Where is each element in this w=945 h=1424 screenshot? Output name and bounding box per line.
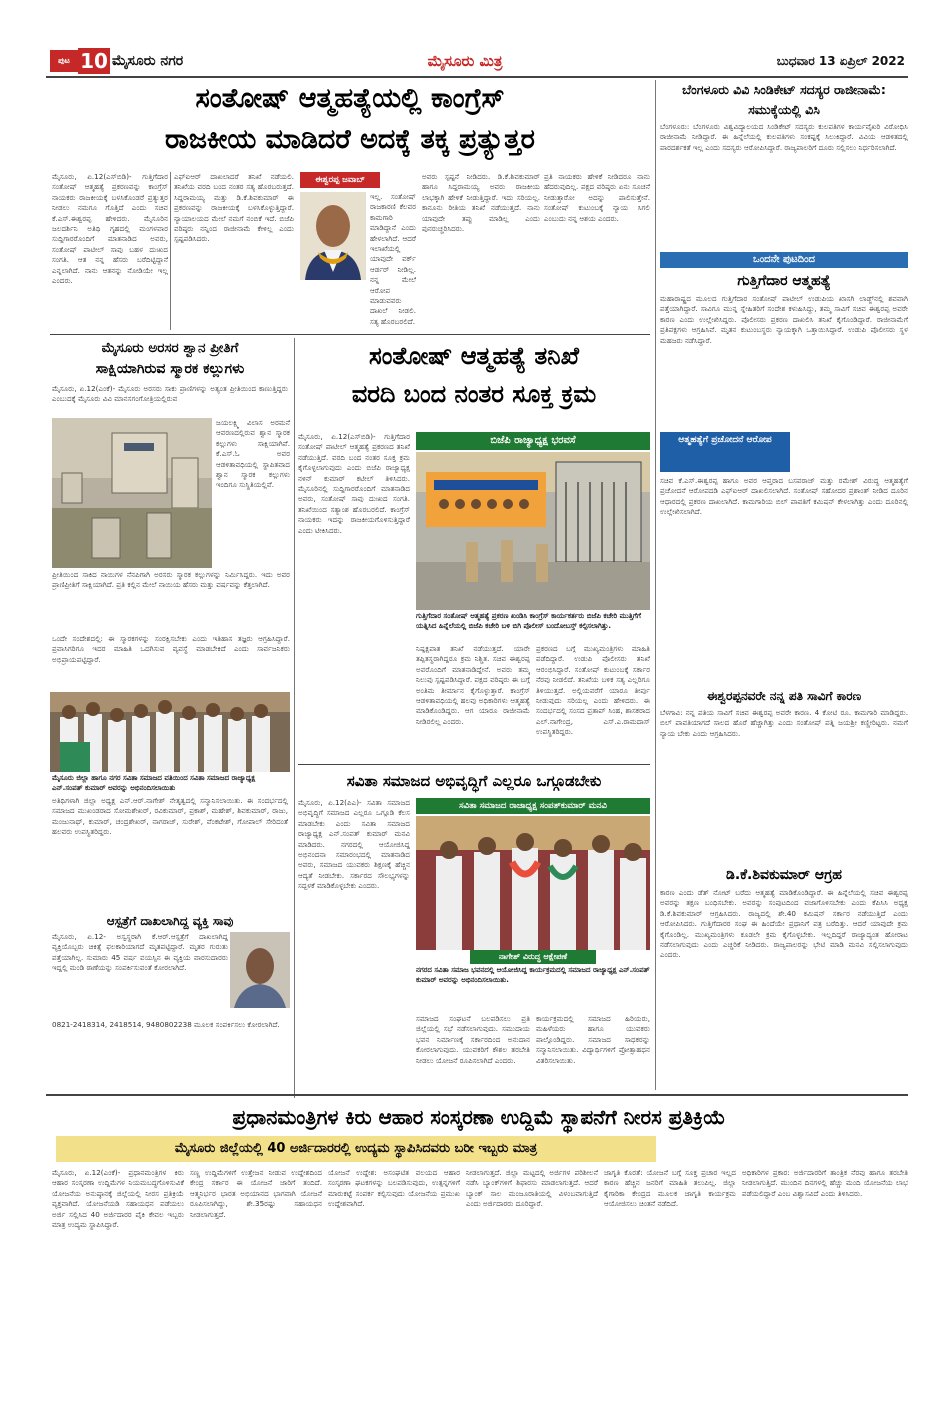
savita-group-photo-small <box>50 692 290 772</box>
contractor-suicide-body: ಮಹಾರಾಷ್ಟ್ರದ ಮೂಲದ ಗುತ್ತಿಗೆದಾರ ಸಂತೋಷ್ ಪಾಟೀಲ್ ಉಡುಪಿಯ ಖಾಸಗಿ ಲಾಡ್ಜ್‌ನಲ್ಲಿ ಶವವಾಗಿ ಪತ್ತೆಯಾಗಿದ್ದಾರೆ. ಸಾವಿಗೂ ಮುನ್ನ ಸ್ನೇಹಿತರಿಗೆ ಸಂದೇಶ ಕಳುಹಿಸಿದ್ದು, ತಮ್ಮ ಸಾವಿಗೆ ಸಚಿವ ಈಶ್ವರಪ್ಪ ಅವರೇ ಕಾರಣ ಎಂದು ಉಲ್ಲೇಖಿಸಿದ್ದರು. ಪೊಲೀಸರು ಪ್ರಕರಣ ದಾಖಲಿಸಿ ತನಿಖೆ ಕೈಗೊಂಡಿದ್ದಾರೆ. ರಾಜೀನಾಮೆಗೆ ಪ್ರತಿಪಕ್ಷಗಳು ಆಗ್ರಹಿಸಿವೆ. ಮೃತನ ಕುಟುಂಬಸ್ಥರು ನ್ಯಾಯಕ್ಕಾಗಿ ಒತ್ತಾಯಿಸಿದ್ದಾರೆ. ಉಡುಪಿ ಪೊಲೀಸರು ಸ್ಥಳ ಮಹಜರು ನಡೆಸಿದ್ದಾರೆ. <box>660 294 908 345</box>
bottom-col-2: ಸಣ್ಣ ಉದ್ದಿಮೆಗಳಿಗೆ ಉತ್ತೇಜನ ನೀಡುವ ಉದ್ದೇಶದಿಂದ ಕೇಂದ್ರ ಸರ್ಕಾರ ಈ ಯೋಜನೆ ಜಾರಿಗೆ ತಂದಿದೆ. ಆತ್ಮನಿರ್ಭರ ಭಾರತ ಅಭಿಯಾನದ ಭಾಗವಾಗಿ ಯೋಜನೆ ರೂಪಿಸಲಾಗಿದ್ದು, ಶೇ.35ರಷ್ಟು ಸಹಾಯಧನ ನೀಡಲಾಗುತ್ತದೆ. <box>190 1168 322 1219</box>
monuments-side: ಜಯಲಕ್ಷ್ಮಿ ವಿಲಾಸ ಅರಮನೆ ಆವರಣದಲ್ಲಿರುವ ಶ್ವಾನ ಸ್ಮಾರಕ ಕಲ್ಲುಗಳು ಸಾಕ್ಷಿಯಾಗಿವೆ. ಕೆ.ಎಸ್.ಓ ಅವರ ಆಡಳಿತಾವಧಿಯಲ್ಲಿ ಸ್ಥಾಪಿತವಾದ ಶ್ವಾನ ಸ್ಮಾರಕ ಕಲ್ಲುಗಳು ಇಂದಿಗೂ ಸುಸ್ಥಿತಿಯಲ್ಲಿವೆ. <box>216 418 290 490</box>
main-col-4: ಅವರು ಸ್ಪಷ್ಟನೆ ನೀಡಿದರು. ಡಿ.ಕೆ.ಶಿವಕುಮಾರ್ ಹಾಗೂ ಸಿದ್ದರಾಮಯ್ಯ ಅವರು ರಾಜಕೀಯ ಲಾಭಕ್ಕಾಗಿ ಹೇಳಿಕೆ ನೀಡುತ್ತಿದ್ದಾರೆ. ಇದು ಸರಿಯಲ್ಲ. ಕಾನೂನು ರೀತಿಯ ತನಿಖೆ ನಡೆಯುತ್ತದೆ. ನಾನು ಯಾವುದೇ ತಪ್ಪು ಮಾಡಿಲ್ಲ ಎಂದು ಪುನರುಚ್ಚರಿಸಿದರು. <box>422 172 540 234</box>
bottom-col-4: ನೀಡಲಾಗುತ್ತದೆ. ಜಿಲ್ಲಾ ಮಟ್ಟದಲ್ಲಿ ಅರ್ಜಿಗಳ ಪರಿಶೀಲನೆ ನಡೆಸಿ ಬ್ಯಾಂಕ್‌ಗಳಿಗೆ ಶಿಫಾರಸು ಮಾಡಲಾಗುತ್ತದೆ. ಆದರೆ ಬ್ಯಾಂಕ್ ಸಾಲ ಮಂಜೂರಾತಿಯಲ್ಲಿ ವಿಳಂಬವಾಗುತ್ತಿದೆ ಎಂದು ಅರ್ಜಿದಾರರು ದೂರಿದ್ದಾರೆ. <box>466 1168 598 1209</box>
probe-badge: ಬಿಜೆಪಿ ರಾಜ್ಯಾಧ್ಯಕ್ಷ ಭರವಸೆ <box>416 432 650 450</box>
savita-small-caption: ಮೈಸೂರು ಜಿಲ್ಲಾ ಹಾಗೂ ನಗರ ಸವಿತಾ ಸಮಾಜದ ವತಿಯಿಂದ ಸವಿತಾ ಸಮಾಜದ ರಾಜ್ಯಾಧ್ಯಕ್ಷ ಎನ್.ಸಂಪತ್ ಕುಮಾರ್ ಅವರನ್ನು ಅಭಿನಂದಿಸಲಾಯಿತು <box>52 774 256 792</box>
person-image <box>230 932 290 1008</box>
bottom-subhead: ಮೈಸೂರು ಜಿಲ್ಲೆಯಲ್ಲಿ 40 ಅರ್ಜಿದಾರರಲ್ಲಿ ಉದ್ಯಮ ಸ್ಥಾಪಿಸಿದವರು ಬರೀ ಇಬ್ಬರು ಮಾತ್ರ <box>56 1136 656 1162</box>
main-col-1: ಮೈಸೂರು, ಏ.12(ಎಸ್‌ಬಿಡಿ)- ಗುತ್ತಿಗೆದಾರ ಸಂತೋಷ್ ಆತ್ಮಹತ್ಯೆ ಪ್ರಕರಣವನ್ನು ಕಾಂಗ್ರೆಸ್ ನಾಯಕರು ರಾಜಕೀಯಕ್ಕೆ ಬಳಸಿಕೊಂಡರೆ ಪ್ರತ್ಯುತ್ತರ ನೀಡಲು ನಮಗೂ ಗೊತ್ತಿದೆ ಎಂದು ಸಚಿವ ಕೆ.ಎಸ್.ಈಶ್ವರಪ್ಪ ಹೇಳಿದರು. ಮೈಸೂರಿನ ಜಲದರ್ಶಿನಿ ಅತಿಥಿ ಗೃಹದಲ್ಲಿ ಮಂಗಳವಾರ ಸುದ್ದಿಗಾರರೊಂದಿಗೆ ಮಾತನಾಡಿದ ಅವರು, ಸಂತೋಷ್ ಪಾಟೀಲ್ ಸಾವು ಬಹಳ ದುಃಖದ ಸಂಗತಿ. ಆತ ನನ್ನ ಹೆಸರು ಬರೆದಿಟ್ಟಿದ್ದಾನೆ ಎನ್ನಲಾಗಿದೆ. ನಾನು ಆತನನ್ನು ನೋಡಿಯೇ ಇಲ್ಲ ಎಂದರು. <box>52 172 168 286</box>
group-image <box>50 692 290 772</box>
monuments-body: ಪ್ರೀತಿಯಿಂದ ಸಾಕಿದ ನಾಯಿಗಳ ನೆನಪಿಗಾಗಿ ಅರಸರು ಸ್ಮಾರಕ ಕಲ್ಲುಗಳನ್ನು ನಿರ್ಮಿಸಿದ್ದರು. ಇದು ಅವರ ಪ್ರಾಣಿಪ್ರೀತಿಗೆ ಸಾಕ್ಷಿಯಾಗಿದೆ. ಪ್ರತಿ ಕಲ್ಲಿನ ಮೇಲೆ ನಾಯಿಯ ಹೆಸರು ಮತ್ತು ವರ್ಷವನ್ನು ಕೆತ್ತಲಾಗಿದೆ. <box>52 570 290 590</box>
col-divider <box>170 172 171 330</box>
hospital-body: ಮೈಸೂರು, ಏ.12- ಅಸ್ವಸ್ಥರಾಗಿ ಕೆ.ಆರ್.ಆಸ್ಪತ್ರೆಗೆ ದಾಖಲಾಗಿದ್ದ ವ್ಯಕ್ತಿಯೊಬ್ಬರು ಚಿಕಿತ್ಸೆ ಫಲಕಾರಿಯಾಗದೆ ಮೃತಪಟ್ಟಿದ್ದಾರೆ. ಮೃತರ ಗುರುತು ಪತ್ತೆಯಾಗಿಲ್ಲ. ಸುಮಾರು 45 ವರ್ಷ ವಯಸ್ಸಿನ ಈ ವ್ಯಕ್ತಿಯ ವಾರಸುದಾರರು ಇದ್ದಲ್ಲಿ ಮಂಡಿ ಠಾಣೆಯನ್ನು ಸಂಪರ್ಕಿಸುವಂತೆ ಕೋರಲಾಗಿದೆ. <box>52 932 228 973</box>
incitement-body: ಸಚಿವ ಕೆ.ಎಸ್.ಈಶ್ವರಪ್ಪ ಹಾಗೂ ಅವರ ಆಪ್ತರಾದ ಬಸವರಾಜ್ ಮತ್ತು ರಮೇಶ್ ವಿರುದ್ಧ ಆತ್ಮಹತ್ಯೆಗೆ ಪ್ರಚೋದನೆ ಆರೋಪದಡಿ ಎಫ್‌ಐಆರ್ ದಾಖಲಿಸಲಾಗಿದೆ. ಸಂತೋಷ್ ಸಹೋದರ ಪ್ರಶಾಂತ್ ನೀಡಿದ ದೂರಿನ ಆಧಾರದಲ್ಲಿ ಪ್ರಕರಣ ದಾಖಲಾಗಿದೆ. ಕಾಮಗಾರಿಯ ಬಿಲ್ ಪಾವತಿಗೆ ಕಮಿಷನ್ ಕೇಳಲಾಗಿತ್ತು ಎಂದು ದೂರಿನಲ್ಲಿ ಉಲ್ಲೇಖಿಸಲಾಗಿದೆ. <box>660 476 908 517</box>
main-col-3: ಇಲ್ಲ. ಸಂತೋಷ್ ರಾಜಕಾರಣಿ ಕೆಲವರ ಕಾಮಗಾರಿ ಮಾಡಿದ್ದಾನೆ ಎಂದು ಹೇಳಲಾಗಿದೆ. ಆದರೆ ಇಲಾಖೆಯಲ್ಲಿ ಯಾವುದೇ ವರ್ಕ್ ಆರ್ಡರ್ ನೀಡಿಲ್ಲ. ನನ್ನ ಮೇಲೆ ಆರೋಪ ಮಾಡುವವರು ದಾಖಲೆ ನೀಡಲಿ. ಸತ್ಯ ಹೊರಬರಲಿದೆ. <box>370 192 416 326</box>
monument-stones-photo <box>52 418 212 568</box>
contractor-suicide-subhead: ಗುತ್ತಿಗೆದಾರ ಆತ್ಮಹತ್ಯೆ <box>737 273 831 289</box>
main-col-5: ಪ್ರತಿ ನಾಯಕರು ಹೇಳಿಕೆ ನೀಡಿದರೂ ನಾನು ಹೆದರುವುದಿಲ್ಲ. ಪಕ್ಷದ ವರಿಷ್ಠರು ಏನು ಸೂಚನೆ ನೀಡುತ್ತಾರೋ ಅದನ್ನು ಪಾಲಿಸುತ್ತೇನೆ. ಸಂತೋಷ್ ಕುಟುಂಬಕ್ಕೆ ನ್ಯಾಯ ಸಿಗಲಿ ಎಂಬುದು ನನ್ನ ಆಶಯ ಎಂದರು. <box>544 172 650 223</box>
bjp-office-image <box>416 452 650 610</box>
probe-headline-line2: ವರದಿ ಬಂದ ನಂತರ ಸೂಕ್ತ ಕ್ರಮ <box>351 380 597 408</box>
issue-date: ಬುಧವಾರ 13 ಏಪ್ರಿಲ್ 2022 <box>776 54 905 68</box>
masthead-rule <box>46 76 908 78</box>
brand-logo: ಮೈಸೂರು ಮಿತ್ರ <box>427 52 503 70</box>
jawab-badge: ಈಶ್ವರಪ್ಪ ಜವಾಬ್ <box>300 172 380 188</box>
monuments-sub-para: ಒಂದೇ ಸಂದೇಶದಲ್ಲಿ: ಈ ಸ್ಮಾರಕಗಳನ್ನು ಸಂರಕ್ಷಿಸಬೇಕು ಎಂದು ಇತಿಹಾಸ ತಜ್ಞರು ಆಗ್ರಹಿಸಿದ್ದಾರೆ. ಪ್ರವಾಸಿಗರಿಗೂ ಇದರ ಮಾಹಿತಿ ಒದಗಿಸುವ ವ್ಯವಸ್ಥೆ ಮಾಡಬೇಕಿದೆ ಎಂದು ಸಾರ್ವಜನಿಕರು ಅಭಿಪ್ರಾಯಪಟ್ಟಿದ್ದಾರೆ. <box>52 634 290 664</box>
savita-ceremony-photo <box>416 816 650 950</box>
monuments-headline-line1: ಮೈಸೂರು ಅರಸರ ಶ್ವಾನ ಪ್ರೀತಿಗೆ <box>101 340 239 356</box>
wife-blame-body: ಬೆಳಗಾವಿ: ನನ್ನ ಪತಿಯ ಸಾವಿಗೆ ಸಚಿವ ಈಶ್ವರಪ್ಪ ಅವರೇ ಕಾರಣ. 4 ಕೋಟಿ ರೂ. ಕಾಮಗಾರಿ ಮಾಡಿದ್ದರು. ಬಿಲ್ ಪಾವತಿಯಾಗದೆ ಸಾಲದ ಹೊರೆ ಹೆಚ್ಚಾಗಿತ್ತು ಎಂದು ಸಂತೋಷ್ ಪತ್ನಿ ಜಯಶ್ರೀ ಕಣ್ಣೀರಿಟ್ಟರು. ನಮಗೆ ನ್ಯಾಯ ಬೇಕು ಎಂದು ಆಗ್ರಹಿಸಿದರು. <box>660 708 908 738</box>
savita-photo-caption: ನಗರದ ಸವಿತಾ ಸಮಾಜ ಭವನದಲ್ಲಿ ಆಯೋಜಿಸಿದ್ದ ಕಾರ್ಯಕ್ರಮದಲ್ಲಿ ಸಮಾಜದ ರಾಜ್ಯಾಧ್ಯಕ್ಷ ಎನ್.ಸಂಪತ್ ಕುಮಾರ್ ಅವರನ್ನು ಅಭಿನಂದಿಸಲಾಯಿತು. <box>416 966 650 984</box>
probe-col-1: ಮೈಸೂರು, ಏ.12(ಎಸ್‌ಬಿಡಿ)- ಗುತ್ತಿಗೆದಾರ ಸಂತೋಷ್ ಪಾಟೀಲ್ ಆತ್ಮಹತ್ಯೆ ಪ್ರಕರಣದ ತನಿಖೆ ನಡೆಯುತ್ತಿದೆ. ವರದಿ ಬಂದ ನಂತರ ಸೂಕ್ತ ಕ್ರಮ ಕೈಗೊಳ್ಳಲಾಗುವುದು ಎಂದು ಬಿಜೆಪಿ ರಾಜ್ಯಾಧ್ಯಕ್ಷ ನಳಿನ್ ಕುಮಾರ್ ಕಟೀಲ್ ತಿಳಿಸಿದರು. ಮೈಸೂರಿನಲ್ಲಿ ಸುದ್ದಿಗಾರರೊಂದಿಗೆ ಮಾತನಾಡಿದ ಅವರು, ಸಂತೋಷ್ ಸಾವು ದುಃಖದ ಸಂಗತಿ. ತನಿಖೆಯಿಂದ ಸತ್ಯಾಂಶ ಹೊರಬರಲಿದೆ. ಕಾಂಗ್ರೆಸ್ ನಾಯಕರು ಇದನ್ನು ರಾಜಕೀಯಗೊಳಿಸುತ್ತಿದ್ದಾರೆ ಎಂದು ಟೀಕಿಸಿದರು. <box>298 432 410 535</box>
savita-col-1b <box>298 1018 410 1090</box>
bottom-col-5: ಜಾಗೃತಿ ಕೊರತೆ: ಯೋಜನೆ ಬಗ್ಗೆ ಸೂಕ್ತ ಪ್ರಚಾರ ಇಲ್ಲದ ಕಾರಣ ಹೆಚ್ಚಿನ ಜನರಿಗೆ ಮಾಹಿತಿ ತಲುಪಿಲ್ಲ. ಜಿಲ್ಲಾ ಕೈಗಾರಿಕಾ ಕೇಂದ್ರದ ಮೂಲಕ ಜಾಗೃತಿ ಕಾರ್ಯಕ್ರಮ ಆಯೋಜಿಸಲು ಚಿಂತನೆ ನಡೆದಿದೆ. <box>604 1168 736 1209</box>
left-col-divider <box>294 338 295 1098</box>
main-bottom-rule <box>50 334 650 335</box>
bottom-col-3: ಯೋಜನೆ ಉದ್ದೇಶ: ಅಸಂಘಟಿತ ವಲಯದ ಆಹಾರ ಸಂಸ್ಕರಣಾ ಘಟಕಗಳನ್ನು ಬಲಪಡಿಸುವುದು, ಉತ್ಪನ್ನಗಳಿಗೆ ಮಾರುಕಟ್ಟೆ ಸಂಪರ್ಕ ಕಲ್ಪಿಸುವುದು ಯೋಜನೆಯ ಪ್ರಮುಖ ಉದ್ದೇಶವಾಗಿದೆ. <box>328 1168 460 1209</box>
savita-headline: ಸವಿತಾ ಸಮಾಜದ ಅಭಿವೃದ್ಧಿಗೆ ಎಲ್ಲರೂ ಒಗ್ಗೂಡಬೇಕು <box>346 772 602 790</box>
incitement-subhead: ಆತ್ಮಹತ್ಯೆಗೆ ಪ್ರಚೋದನೆ ಆರೋಪ <box>660 432 790 472</box>
dks-demand-subhead: ಡಿ.ಕೆ.ಶಿವಕುಮಾರ್ ಆಗ್ರಹ <box>726 867 842 883</box>
probe-headline-line1: ಸಂತೋಷ್ ಆತ್ಮಹತ್ಯೆ ತನಿಖೆ <box>368 342 580 370</box>
probe-col-3: ಪ್ರಕರಣದ ಬಗ್ಗೆ ಮುಖ್ಯಮಂತ್ರಿಗಳು ಮಾಹಿತಿ ಪಡೆದಿದ್ದಾರೆ. ಉಡುಪಿ ಪೊಲೀಸರು ತನಿಖೆ ಆರಂಭಿಸಿದ್ದಾರೆ. ಸಂತೋಷ್ ಕುಟುಂಬಕ್ಕೆ ಸರ್ಕಾರ ನೆರವು ನೀಡಲಿದೆ. ತನಿಖೆಯ ಬಳಿಕ ಸತ್ಯ ಎಲ್ಲರಿಗೂ ತಿಳಿಯುತ್ತದೆ. ಅಲ್ಲಿಯವರೆಗೆ ಯಾರೂ ತೀರ್ಪು ನೀಡುವುದು ಸರಿಯಲ್ಲ ಎಂದು ಹೇಳಿದರು. ಈ ಸಂದರ್ಭದಲ್ಲಿ ಸಂಸದ ಪ್ರತಾಪ್ ಸಿಂಹ, ಶಾಸಕರಾದ ಎಲ್.ನಾಗೇಂದ್ರ, ಎಸ್.ಎ.ರಾಮದಾಸ್ ಉಪಸ್ಥಿತರಿದ್ದರು. <box>536 644 650 737</box>
bottom-headline: ಪ್ರಧಾನಮಂತ್ರಿಗಳ ಕಿರು ಆಹಾರ ಸಂಸ್ಕರಣಾ ಉದ್ದಿಮೆ ಸ್ಥಾಪನೆಗೆ ನೀರಸ ಪ್ರತಿಕ್ರಿಯೆ <box>232 1105 726 1129</box>
deceased-photo <box>230 932 290 1008</box>
bjp-office-photo <box>416 452 650 610</box>
bjp-office-caption: ಗುತ್ತಿಗೆದಾರ ಸಂತೋಷ್ ಆತ್ಮಹತ್ಯೆ ಪ್ರಕರಣ ಖಂಡಿಸಿ ಕಾಂಗ್ರೆಸ್ ಕಾರ್ಯಕರ್ತರು ಬಿಜೆಪಿ ಕಚೇರಿ ಮುತ್ತಿಗೆಗೆ ಯತ್ನಿಸಿದ ಹಿನ್ನೆಲೆಯಲ್ಲಿ ಬಿಜೆಪಿ ಕಚೇರಿ ಬಳಿ ಬಿಗಿ ಪೊಲೀಸ್ ಬಂದೋಬಸ್ತ್ ಕಲ್ಪಿಸಲಾಗಿತ್ತು. <box>416 612 642 630</box>
main-headline-line1: ಸಂತೋಷ್ ಆತ್ಮಹತ್ಯೆಯಲ್ಲಿ ಕಾಂಗ್ರೆಸ್ <box>195 83 505 114</box>
savita-col-1: ಮೈಸೂರು, ಏ.12(ಪಿಎ)- ಸವಿತಾ ಸಮಾಜದ ಅಭಿವೃದ್ಧಿಗೆ ಸಮಾಜದ ಎಲ್ಲರೂ ಒಗ್ಗೂಡಿ ಕೆಲಸ ಮಾಡಬೇಕು ಎಂದು ಸವಿತಾ ಸಮಾಜದ ರಾಜ್ಯಾಧ್ಯಕ್ಷ ಎನ್.ಸಂಪತ್ ಕುಮಾರ್ ಮನವಿ ಮಾಡಿದರು. ನಗರದಲ್ಲಿ ಆಯೋಜಿಸಿದ್ದ ಅಭಿನಂದನಾ ಸಮಾರಂಭದಲ್ಲಿ ಮಾತನಾಡಿದ ಅವರು, ಸಮಾಜದ ಯುವಕರು ಶಿಕ್ಷಣಕ್ಕೆ ಹೆಚ್ಚಿನ ಆದ್ಯತೆ ನೀಡಬೇಕು. ಸರ್ಕಾರದ ಸೌಲಭ್ಯಗಳನ್ನು ಸದ್ಬಳಕೆ ಮಾಡಿಕೊಳ್ಳಬೇಕು ಎಂದರು. <box>298 798 410 891</box>
dks-demand-body: ಕಾರಣ ಎಂದು ಡೆತ್ ನೋಟ್ ಬರೆದು ಆತ್ಮಹತ್ಯೆ ಮಾಡಿಕೊಂಡಿದ್ದಾರೆ. ಈ ಹಿನ್ನೆಲೆಯಲ್ಲಿ ಸಚಿವ ಈಶ್ವರಪ್ಪ ಅವರನ್ನು ತಕ್ಷಣ ಬಂಧಿಸಬೇಕು. ಅವರನ್ನು ಸಂಪುಟದಿಂದ ವಜಾಗೊಳಿಸಬೇಕು ಎಂದು ಕೆಪಿಸಿಸಿ ಅಧ್ಯಕ್ಷ ಡಿ.ಕೆ.ಶಿವಕುಮಾರ್ ಆಗ್ರಹಿಸಿದರು. ರಾಜ್ಯದಲ್ಲಿ ಶೇ.40 ಕಮಿಷನ್ ಸರ್ಕಾರ ನಡೆಯುತ್ತಿದೆ ಎಂದು ಆರೋಪಿಸಿದರು. ಗುತ್ತಿಗೆದಾರರ ಸಂಘ ಈ ಹಿಂದೆಯೇ ಪ್ರಧಾನಿಗೆ ಪತ್ರ ಬರೆದಿತ್ತು. ಆದರೆ ಯಾವುದೇ ಕ್ರಮ ಕೈಗೊಂಡಿಲ್ಲ. ಮುಖ್ಯಮಂತ್ರಿಗಳು ಕೂಡಲೇ ಕ್ರಮ ಕೈಗೊಳ್ಳಬೇಕು. ಇಲ್ಲದಿದ್ದರೆ ರಾಜ್ಯಾದ್ಯಂತ ಹೋರಾಟ ನಡೆಸಲಾಗುವುದು ಎಂದು ಎಚ್ಚರಿಕೆ ನೀಡಿದರು. ರಾಜ್ಯಪಾಲರನ್ನು ಭೇಟಿ ಮಾಡಿ ಮನವಿ ಸಲ್ಲಿಸಲಾಗುವುದು ಎಂದರು. <box>660 888 908 960</box>
continued-from-front-bar: ಒಂದನೇ ಪುಟದಿಂದ <box>660 252 908 268</box>
monuments-lead: ಮೈಸೂರು, ಏ.12(ಎಂಕೆ)- ಮೈಸೂರು ಅರಸರು ಸಾಕು ಪ್ರಾಣಿಗಳನ್ನು ಅತ್ಯಂತ ಪ್ರೀತಿಯಿಂದ ಕಾಣುತ್ತಿದ್ದರು ಎಂಬುದಕ್ಕೆ ಮೈಸೂರು ವಿವಿ ಮಾನಸಗಂಗೋತ್ರಿಯಲ್ಲಿರುವ <box>52 384 288 404</box>
masthead <box>0 46 945 76</box>
main-col-2: ಎಫ್‌ಐಆರ್ ದಾಖಲಾದರೆ ತನಿಖೆ ನಡೆಯಲಿ. ತನಿಖೆಯ ವರದಿ ಬಂದ ನಂತರ ಸತ್ಯ ಹೊರಬರುತ್ತದೆ. ಸಿದ್ದರಾಮಯ್ಯ ಮತ್ತು ಡಿ.ಕೆ.ಶಿವಕುಮಾರ್ ಈ ಪ್ರಕರಣವನ್ನು ರಾಜಕೀಯಕ್ಕೆ ಬಳಸಿಕೊಳ್ಳುತ್ತಿದ್ದಾರೆ. ನ್ಯಾಯಾಲಯದ ಮೇಲೆ ನಮಗೆ ನಂಬಿಕೆ ಇದೆ. ಬಿಜೆಪಿ ವರಿಷ್ಠರು ನನ್ನಿಂದ ರಾಜೀನಾಮೆ ಕೇಳಿಲ್ಲ ಎಂದು ಸ್ಪಷ್ಟಪಡಿಸಿದರು. <box>174 172 294 244</box>
probe-bottom-rule <box>298 764 650 765</box>
stones-image <box>52 418 212 568</box>
savita-badge: ಸವಿತಾ ಸಮಾಜದ ರಾಜಾಧ್ಯಕ್ಷ ಸಂಪತ್‌ಕುಮಾರ್ ಮನವಿ <box>416 798 650 814</box>
section-title: ಮೈಸೂರು ನಗರ <box>112 53 184 69</box>
portrait-image <box>300 192 366 280</box>
eshwarappa-photo <box>300 192 366 280</box>
wife-blame-subhead: ಈಶ್ವರಪ್ಪನವರೇ ನನ್ನ ಪತಿ ಸಾವಿಗೆ ಕಾರಣ <box>706 689 862 703</box>
savita-col-2: ಸಮಾಜದ ಸಂಘಟನೆ ಬಲಪಡಿಸಲು ಪ್ರತಿ ಜಿಲ್ಲೆಯಲ್ಲಿ ಸಭೆ ನಡೆಸಲಾಗುವುದು. ಸಮುದಾಯ ಭವನ ನಿರ್ಮಾಣಕ್ಕೆ ಸರ್ಕಾರದಿಂದ ಅನುದಾನ ಕೋರಲಾಗುವುದು. ಯುವಕರಿಗೆ ಕೌಶಲ ತರಬೇತಿ ನೀಡಲು ಯೋಜನೆ ರೂಪಿಸಲಾಗಿದೆ ಎಂದರು. <box>416 1014 530 1065</box>
bottom-story-rule <box>46 1094 908 1096</box>
hospital-headline: ಆಸ್ಪತ್ರೆಗೆ ದಾಖಲಾಗಿದ್ದ ವ್ಯಕ್ತಿ ಸಾವು <box>106 914 234 928</box>
savita-photo-badge: ನಾಗೇಶ್ ವಿರುದ್ಧ ಆಕ್ಷೇಪಣೆ <box>470 950 596 964</box>
hospital-contact: 0821-2418314, 2418514, 9480802238 ಮೂಲಕ ಸಂಪರ್ಕಿಸಲು ಕೋರಲಾಗಿದೆ. <box>52 1020 280 1029</box>
right-col-divider <box>655 80 656 1090</box>
right-top-headline: ಬೆಂಗಳೂರು ವಿವಿ ಸಿಂಡಿಕೇಟ್ ಸದಸ್ಯರ ರಾಜೀನಾಮೆ: ಸಮುಕ್ಕೆಯಲ್ಲಿ ವಿಸಿ <box>682 82 886 117</box>
probe-col-2: ನಿಷ್ಪಕ್ಷಪಾತ ತನಿಖೆ ನಡೆಯುತ್ತದೆ. ಯಾರೇ ತಪ್ಪಿತಸ್ಥರಾಗಿದ್ದರೂ ಕ್ರಮ ನಿಶ್ಚಿತ. ಸಚಿವ ಈಶ್ವರಪ್ಪ ಅವರೊಂದಿಗೆ ಮಾತನಾಡಿದ್ದೇನೆ. ಅವರು ತಮ್ಮ ನಿಲುವು ಸ್ಪಷ್ಟಪಡಿಸಿದ್ದಾರೆ. ಪಕ್ಷದ ವರಿಷ್ಠರು ಈ ಬಗ್ಗೆ ಅಂತಿಮ ತೀರ್ಮಾನ ಕೈಗೊಳ್ಳುತ್ತಾರೆ. ಕಾಂಗ್ರೆಸ್ ಆಡಳಿತಾವಧಿಯಲ್ಲಿ ಹಲವು ಅಧಿಕಾರಿಗಳು ಆತ್ಮಹತ್ಯೆ ಮಾಡಿಕೊಂಡಿದ್ದರು. ಆಗ ಯಾರೂ ರಾಜೀನಾಮೆ ನೀಡಿರಲಿಲ್ಲ ಎಂದರು. <box>416 644 530 726</box>
savita-small-body: ಅತಿಥಿಗಳಾಗಿ ಜಿಲ್ಲಾ ಅಧ್ಯಕ್ಷ ಎನ್.ಆರ್.ನಾಗೇಶ್ ನೇತೃತ್ವದಲ್ಲಿ ಸನ್ಮಾನಿಸಲಾಯಿತು. ಈ ಸಂದರ್ಭದಲ್ಲಿ ಸಮಾಜದ ಮುಖಂಡರಾದ ಸೋಮಶೇಖರ್, ರವಿಕುಮಾರ್, ಪ್ರಕಾಶ್, ಮಹೇಶ್, ಶಿವಕುಮಾರ್, ರಾಜು, ಮಂಜುನಾಥ್, ಕುಮಾರ್, ಚಂದ್ರಶೇಖರ್, ನಾಗರಾಜ್, ಸುರೇಶ್, ವೆಂಕಟೇಶ್, ಗೋಪಾಲ್ ಸೇರಿದಂತೆ ಹಲವರು ಉಪಸ್ಥಿತರಿದ್ದರು. <box>52 796 288 837</box>
main-headline-line2: ರಾಜಕೀಯ ಮಾಡಿದರೆ ಅದಕ್ಕೆ ತಕ್ಕ ಪ್ರತ್ಯುತ್ತರ <box>165 124 535 155</box>
savita-col-3: ಕಾರ್ಯಕ್ರಮದಲ್ಲಿ ಸಮಾಜದ ಹಿರಿಯರು, ಮಹಿಳೆಯರು ಹಾಗೂ ಯುವಕರು ಪಾಲ್ಗೊಂಡಿದ್ದರು. ಸಮಾಜದ ಸಾಧಕರನ್ನು ಸನ್ಮಾನಿಸಲಾಯಿತು. ವಿದ್ಯಾರ್ಥಿಗಳಿಗೆ ಪ್ರೋತ್ಸಾಹಧನ ವಿತರಿಸಲಾಯಿತು. <box>536 1014 650 1065</box>
ceremony-image <box>416 816 650 950</box>
right-top-body: ಬೆಂಗಳೂರು: ಬೆಂಗಳೂರು ವಿಶ್ವವಿದ್ಯಾಲಯದ ಸಿಂಡಿಕೇಟ್ ಸದಸ್ಯರು ಕುಲಪತಿಗಳ ಕಾರ್ಯವೈಖರಿ ವಿರೋಧಿಸಿ ರಾಜೀನಾಮೆ ನೀಡಿದ್ದಾರೆ. ಈ ಹಿನ್ನೆಲೆಯಲ್ಲಿ ಕುಲಪತಿಗಳು ಸಂಕಷ್ಟಕ್ಕೆ ಸಿಲುಕಿದ್ದಾರೆ. ವಿವಿಯ ಆಡಳಿತದಲ್ಲಿ ಪಾರದರ್ಶಕತೆ ಇಲ್ಲ ಎಂದು ಸದಸ್ಯರು ಆರೋಪಿಸಿದ್ದಾರೆ. ರಾಜ್ಯಪಾಲರಿಗೆ ದೂರು ಸಲ್ಲಿಸಲು ನಿರ್ಧರಿಸಲಾಗಿದೆ. <box>660 122 908 152</box>
page-number: 10 <box>78 48 110 74</box>
bottom-col-6: ಅಧಿಕಾರಿಗಳ ಪ್ರಕಾರ: ಅರ್ಜಿದಾರರಿಗೆ ತಾಂತ್ರಿಕ ನೆರವು ಹಾಗೂ ತರಬೇತಿ ನೀಡಲಾಗುತ್ತಿದೆ. ಮುಂದಿನ ದಿನಗಳಲ್ಲಿ ಹೆಚ್ಚು ಮಂದಿ ಯೋಜನೆಯ ಲಾಭ ಪಡೆಯಲಿದ್ದಾರೆ ಎಂಬ ವಿಶ್ವಾಸವಿದೆ ಎಂದು ತಿಳಿಸಿದರು. <box>742 1168 908 1198</box>
monuments-headline-line2: ಸಾಕ್ಷಿಯಾಗಿರುವ ಸ್ಮಾರಕ ಕಲ್ಲುಗಳು <box>95 361 245 377</box>
bottom-col-1: ಮೈಸೂರು, ಏ.12(ಎಂಕೆ)- ಪ್ರಧಾನಮಂತ್ರಿಗಳ ಕಿರು ಆಹಾರ ಸಂಸ್ಕರಣಾ ಉದ್ದಿಮೆಗಳ ನಿಯಮಬದ್ಧಗೊಳಿಸುವಿಕೆ ಯೋಜನೆಯ ಅನುಷ್ಠಾನಕ್ಕೆ ಜಿಲ್ಲೆಯಲ್ಲಿ ನೀರಸ ಪ್ರತಿಕ್ರಿಯೆ ವ್ಯಕ್ತವಾಗಿದೆ. ಯೋಜನೆಯಡಿ ಸಹಾಯಧನ ಪಡೆಯಲು ಅರ್ಜಿ ಸಲ್ಲಿಸಿದ 40 ಅರ್ಜಿದಾರರ ಪೈಕಿ ಕೇವಲ ಇಬ್ಬರು ಮಾತ್ರ ಉದ್ಯಮ ಸ್ಥಾಪಿಸಿದ್ದಾರೆ. <box>52 1168 184 1230</box>
page-tag: ಪುಟ <box>50 50 78 72</box>
